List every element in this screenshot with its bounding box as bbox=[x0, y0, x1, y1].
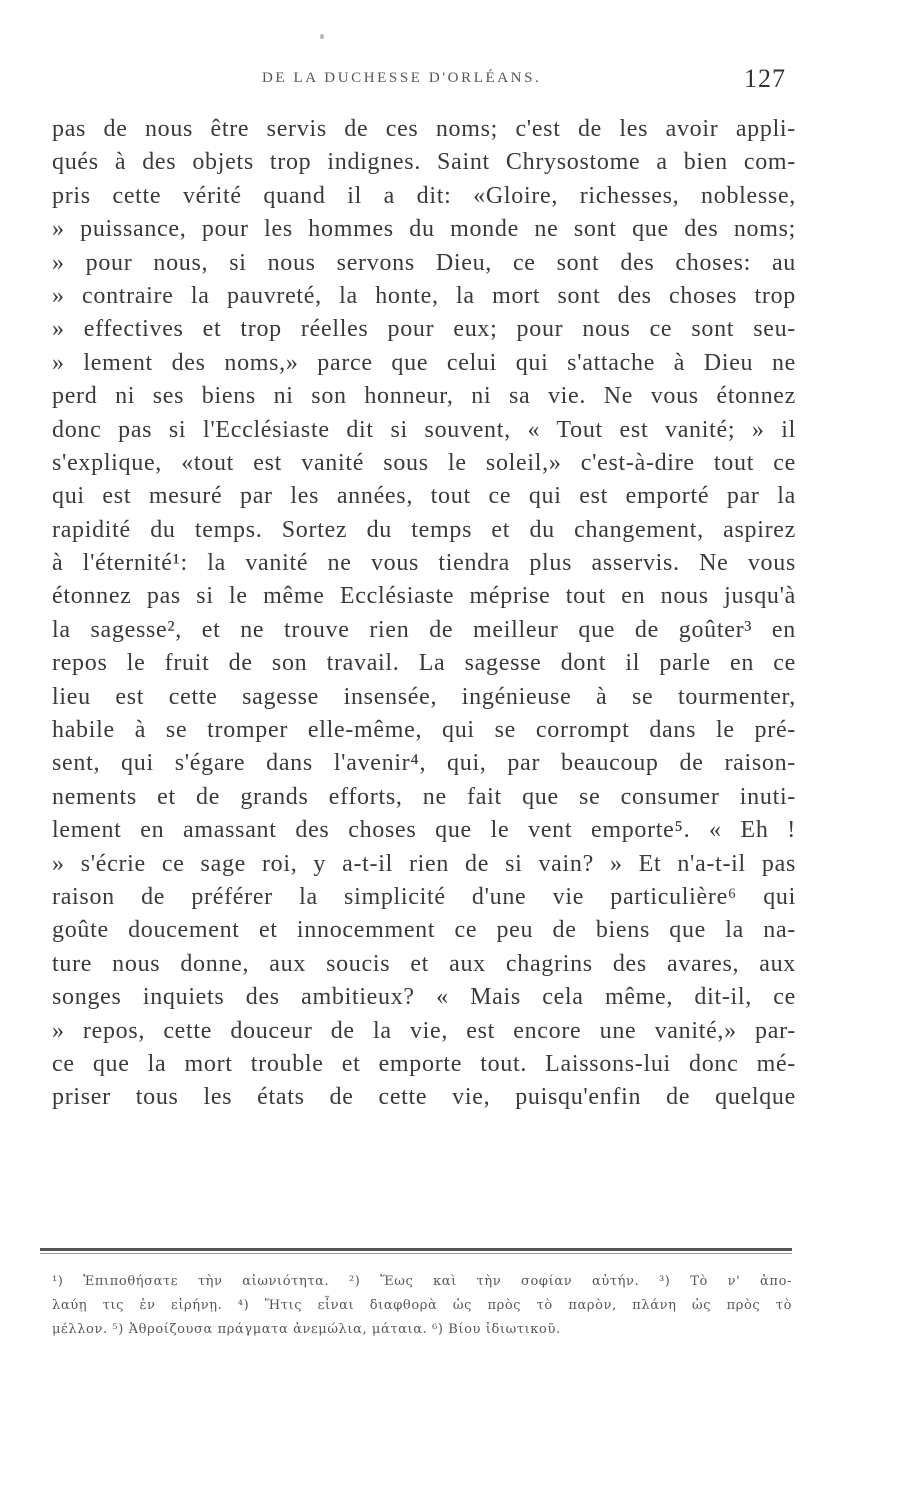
text-line: » effectives et trop réelles pour eux; pour nous ce sont seu- bbox=[52, 316, 796, 343]
footnote-rule bbox=[40, 1248, 792, 1251]
text-line: goûte doucement et innocemment ce peu de biens que la na- bbox=[52, 917, 796, 944]
text-line: lement en amassant des choses que le vent emporte⁵. « Eh ! bbox=[52, 817, 796, 844]
text-line: la sagesse², et ne trouve rien de meilleur que de goûter³ en bbox=[52, 616, 796, 643]
text-line: ture nous donne, aux soucis et aux chagrins des avares, aux bbox=[52, 950, 796, 977]
text-line: à l'éternité¹: la vanité ne vous tiendra plus asservis. Ne vous bbox=[52, 550, 796, 577]
text-line: rapidité du temps. Sortez du temps et du changement, aspirez bbox=[52, 516, 796, 543]
page-number: 127 bbox=[744, 64, 786, 93]
text-line: s'explique, «tout est vanité sous le soleil,» c'est-à-dire tout ce bbox=[52, 449, 796, 476]
footnote-line: μέλλον. ⁵) Ἀθροίζουσα πράγματα ἀνεμώλια, μάταια. ⁶) Βίου ἰδιωτικοῦ. bbox=[52, 1322, 561, 1337]
footnotes bbox=[52, 1270, 792, 1342]
text-line: lieu est cette sagesse insensée, ingénieuse à se tourmenter, bbox=[52, 683, 796, 710]
text-line: qués à des objets trop indignes. Saint Chrysostome a bien com- bbox=[52, 149, 796, 176]
text-line: raison de préférer la simplicité d'une vie particulière⁶ qui bbox=[52, 883, 796, 910]
text-line: étonnez pas si le même Ecclésiaste méprise tout en nous jusqu'à bbox=[52, 583, 796, 610]
text-line: » s'écrie ce sage roi, y a-t-il rien de si vain? » Et n'a-t-il pas bbox=[52, 850, 796, 877]
text-line: » puissance, pour les hommes du monde ne sont que des noms; bbox=[52, 216, 796, 243]
text-line: habile à se tromper elle-même, qui se corrompt dans le pré- bbox=[52, 717, 796, 744]
footnote-line: ¹) Ἐπιποθήσατε τὴν αἰωνιότητα. ²) Ἕως καὶ τὴν σοφίαν αὐτήν. ³) Τὸ ν' ἀπο- bbox=[52, 1274, 792, 1289]
text-line: perd ni ses biens ni son honneur, ni sa vie. Ne vous étonnez bbox=[52, 383, 796, 410]
text-line: ce que la mort trouble et emporte tout. Laissons-lui donc mé- bbox=[52, 1050, 796, 1077]
text-line: qui est mesuré par les années, tout ce qui est emporté par la bbox=[52, 483, 796, 510]
text-line: priser tous les états de cette vie, puisqu'enfin de quelque bbox=[52, 1084, 796, 1111]
text-line: » lement des noms,» parce que celui qui s'attache à Dieu ne bbox=[52, 349, 796, 376]
text-line: pas de nous être servis de ces noms; c'est de les avoir appli- bbox=[52, 116, 796, 142]
ink-speck bbox=[320, 34, 324, 39]
text-line: pris cette vérité quand il a dit: «Gloire, richesses, noblesse, bbox=[52, 182, 796, 209]
text-line: songes inquiets des ambitieux? « Mais cela même, dit-il, ce bbox=[52, 984, 796, 1011]
text-line: donc pas si l'Ecclésiaste dit si souvent, « Tout est vanité; » il bbox=[52, 416, 796, 443]
body-text bbox=[52, 113, 796, 1115]
text-line: sent, qui s'égare dans l'avenir⁴, qui, par beaucoup de raison- bbox=[52, 750, 796, 777]
text-line: » repos, cette douceur de la vie, est encore une vanité,» par- bbox=[52, 1017, 796, 1044]
text-line: » contraire la pauvreté, la honte, la mort sont des choses trop bbox=[52, 282, 796, 309]
text-line: nements et de grands efforts, ne fait que se consumer inuti- bbox=[52, 783, 796, 810]
footnote-line: λαύῃ τις ἐν εἰρήνῃ. ⁴) Ἥτις εἶναι διαφθορὰ ὡς πρὸς τὸ παρὸν, πλάνη ὡς πρὸς τὸ bbox=[52, 1298, 792, 1313]
text-line: repos le fruit de son travail. La sagesse dont il parle en ce bbox=[52, 650, 796, 677]
running-title: DE LA DUCHESSE D'ORLÉANS. bbox=[262, 70, 542, 86]
text-line: » pour nous, si nous servons Dieu, ce sont des choses: au bbox=[52, 249, 796, 276]
